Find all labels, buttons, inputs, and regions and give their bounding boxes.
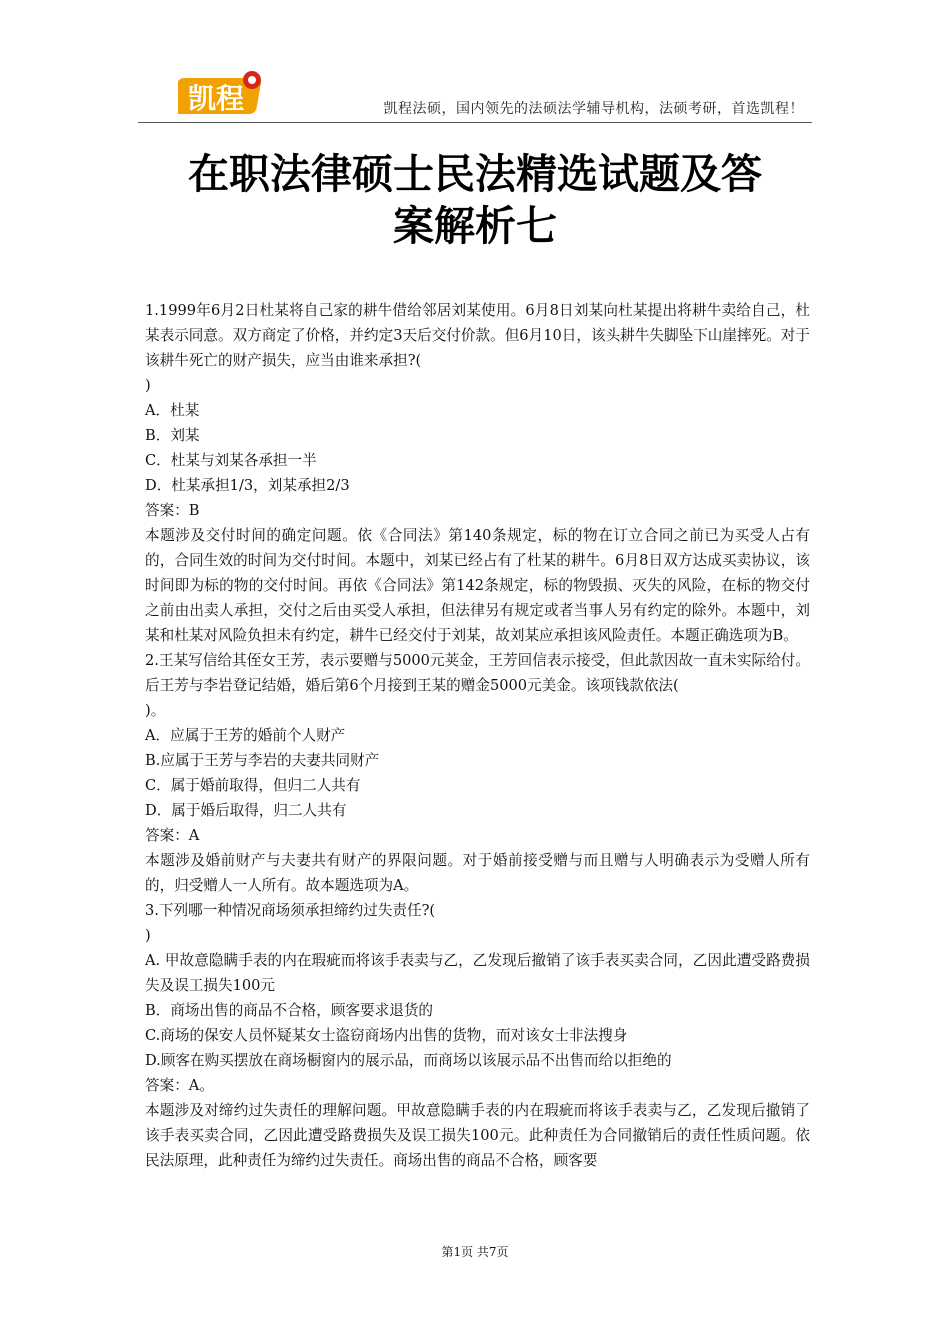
logo-text: 凯程 bbox=[188, 82, 245, 115]
page-footer: 第1页 共7页 bbox=[441, 1245, 509, 1259]
paragraph: C．杜某与刘某各承担一半 bbox=[145, 452, 317, 469]
paragraph: C．属于婚前取得，但归二人共有 bbox=[145, 777, 361, 794]
paragraph: 1.1999年6月2日杜某将自己家的耕牛借给邻居刘某使用。6月8日刘某向杜某提出将耕牛卖给自己，杜某表示同意。双方商定了价格，并约定3天后交付价款。但6月10日，该头耕牛失脚坠下山崖摔死。对于该耕牛死亡的财产损失，应当由谁来承担?( bbox=[145, 302, 810, 369]
paragraph: 2.王某写信给其侄女王芳，表示要赠与5000元荚金，王芳回信表示接受，但此款因故一直未实际给付。后王芳与李岩登记结婚，婚后第6个月接到王某的赠金5000元美金。该项钱款依法( bbox=[145, 652, 810, 694]
header-divider bbox=[138, 122, 812, 123]
paragraph: D．杜某承担1/3，刘某承担2/3 bbox=[145, 477, 350, 494]
paragraph: D．属于婚后取得，归二人共有 bbox=[145, 802, 347, 819]
paragraph: 答案：B bbox=[145, 502, 200, 519]
paragraph: 3.下列哪一种情况商场须承担缔约过失责任?( bbox=[145, 902, 436, 919]
paragraph: 本题涉及婚前财产与夫妻共有财产的界限问题。对于婚前接受赠与而且赠与人明确表示为受赠人所有的，归受赠人一人所有。故本题选项为A。 bbox=[145, 852, 810, 894]
paragraph: A．杜某 bbox=[145, 402, 200, 419]
document-title bbox=[120, 148, 830, 252]
paragraph: )。 bbox=[145, 702, 166, 719]
paragraph: 本题涉及对缔约过失责任的理解问题。甲故意隐瞒手表的内在瑕疵而将该手表卖与乙，乙发现后撤销了该手表买卖合同，乙因此遭受路费损失及误工损失100元。此种责任为合同撤销后的责任性质问题。依民法原理，此种责任为缔约过失责任。商场出售的商品不合格，顾客要 bbox=[145, 1102, 810, 1169]
document-body bbox=[145, 298, 810, 1173]
paragraph: B．商场出售的商品不合格，顾客要求退货的 bbox=[145, 1002, 434, 1019]
paragraph: 答案：A。 bbox=[145, 1077, 214, 1094]
paragraph: B.应属于王芳与李岩的夫妻共同财产 bbox=[145, 752, 380, 769]
paragraph: ) bbox=[145, 927, 151, 944]
paragraph: B．刘某 bbox=[145, 427, 200, 444]
paragraph: C.商场的保安人员怀疑某女士盗窃商场内出售的货物，而对该女士非法搜身 bbox=[145, 1027, 628, 1044]
paragraph: 本题涉及交付时间的确定问题。依《合同法》第140条规定，标的物在订立合同之前已为买受人占有的，合同生效的时间为交付时间。本题中，刘某已经占有了杜某的耕牛。6月8日双方达成买卖协议，该时间即为标的物的交付时间。再依《合同法》第142条规定，标的物毁损、灭失的风险，在标的物交付之前由出卖人承担，交付之后由买受人承担，但法律另有规定或者当事人另有约定的除外。本题中，刘某和杜某对风险负担未有约定，耕牛已经交付于刘某，故刘某应承担该风险责任。本题正确选项为B。 bbox=[145, 527, 810, 644]
paragraph: D.顾客在购买摆放在商场橱窗内的展示品，而商场以该展示品不出售而给以拒绝的 bbox=[145, 1052, 672, 1069]
paragraph: A. 甲故意隐瞒手表的内在瑕疵而将该手表卖与乙，乙发现后撤销了该手表买卖合同，乙因此遭受路费损失及误工损失100元 bbox=[145, 952, 810, 994]
paragraph: 答案：A bbox=[145, 827, 200, 844]
title-line-2: 案解析七 bbox=[393, 202, 557, 250]
header-tagline: 凯程法硕，国内领先的法硕法学辅导机构，法硕考研，首选凯程！ bbox=[383, 101, 804, 117]
paragraph: A．应属于王芳的婚前个人财产 bbox=[145, 727, 346, 744]
kaicheng-logo bbox=[178, 66, 270, 118]
title-line-1: 在职法律硕士民法精选试题及答 bbox=[188, 150, 762, 198]
paragraph: ) bbox=[145, 377, 151, 394]
page-header bbox=[138, 66, 812, 124]
